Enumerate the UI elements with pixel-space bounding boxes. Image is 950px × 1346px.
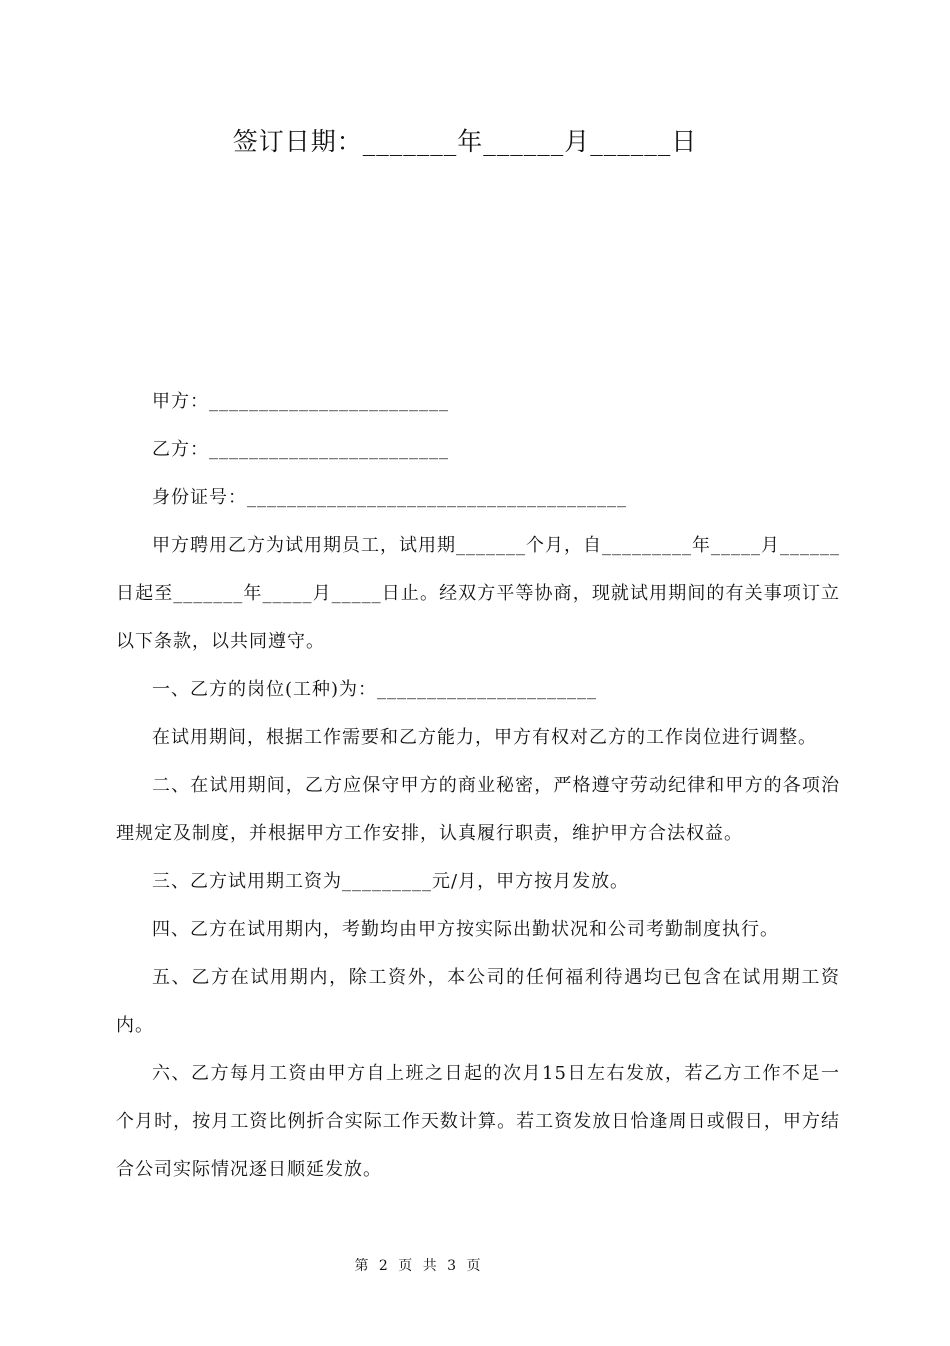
clause-6-payment: 六、乙方每月工资由甲方自上班之日起的次月15日左右发放，若乙方工作不足一个月时，按月工资比例折合实际工作天数计算。若工资发放日恰逢周日或假日，甲方结合公司实际情况逐日顺延发放。 bbox=[116, 1063, 840, 1180]
sign-date-line: 签订日期：_______年______月______日 bbox=[232, 127, 698, 156]
clause-1-position: 一、乙方的岗位(工种)为：______________________ bbox=[152, 679, 598, 700]
clause-1-note: 在试用期间，根据工作需要和乙方能力，甲方有权对乙方的工作岗位进行调整。 bbox=[152, 727, 817, 748]
party-b-line: 乙方：________________________ bbox=[152, 439, 449, 460]
clause-3-salary: 三、乙方试用期工资为_________元/月，甲方按月发放。 bbox=[152, 871, 630, 892]
clause-2-confidentiality: 二、在试用期间，乙方应保守甲方的商业秘密，严格遵守劳动纪律和甲方的各项治理规定及制度，并根据甲方工作安排，认真履行职责，维护甲方合法权益。 bbox=[116, 775, 840, 844]
clause-4-attendance: 四、乙方在试用期内，考勤均由甲方按实际出勤状况和公司考勤制度执行。 bbox=[152, 919, 779, 940]
clause-5-benefits: 五、乙方在试用期内，除工资外，本公司的任何福利待遇均已包含在试用期工资内。 bbox=[116, 967, 840, 1036]
contract-body bbox=[116, 378, 840, 1194]
party-a-line: 甲方：________________________ bbox=[152, 391, 449, 412]
intro-paragraph: 甲方聘用乙方为试用期员工，试用期_______个月，自_________年_____月______日起至_______年_____月_____日止。经双方平等协商，现就试用期间的有关事项订立以下条款，以共同遵守。 bbox=[116, 535, 840, 652]
id-number-line: 身份证号：______________________________________ bbox=[152, 487, 627, 508]
page-number-footer: 第 2 页 共 3 页 bbox=[354, 1258, 484, 1274]
